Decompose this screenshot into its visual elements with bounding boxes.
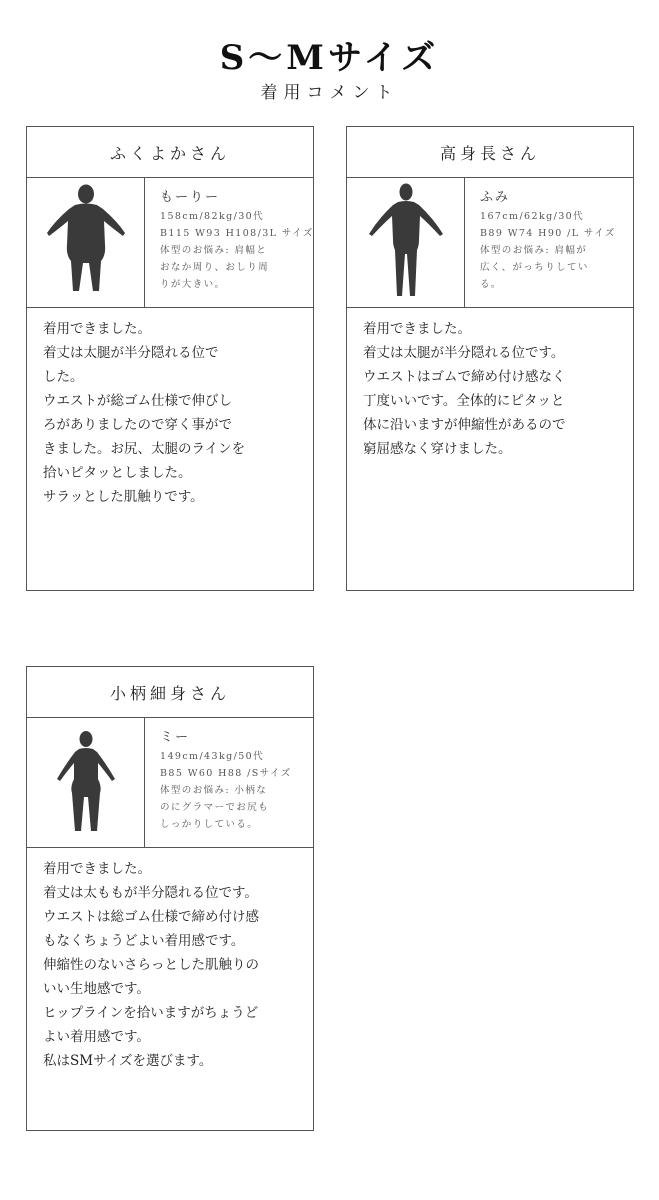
comment-line: 着丈は太ももが半分隠れる位です。 <box>43 885 258 901</box>
comment-line: 窮屈感なく穿けました。 <box>363 441 512 457</box>
page-subtitle: 着用コメント <box>260 83 399 103</box>
comment-line: した。 <box>43 369 84 385</box>
model-concern: る。 <box>480 279 502 290</box>
review-comment <box>363 317 621 461</box>
model-stats: 167cm/62kg/30代 <box>480 211 584 222</box>
card-category-title: 高身長さん <box>347 127 633 178</box>
model-concern: 体型のお悩み: 肩幅が <box>480 245 588 256</box>
comment-line: 体に沿いますが伸縮性があるので <box>363 417 566 433</box>
comment-line: 着用できました。 <box>43 321 151 337</box>
comment-line: サラッとした肌触りです。 <box>43 489 204 505</box>
figure-cell <box>347 177 465 307</box>
model-stats: 149cm/43kg/50代 <box>160 751 264 762</box>
review-comment <box>43 317 301 509</box>
comment-line: きました。お尻、太腿のラインを <box>43 441 246 457</box>
person-silhouette-petite-icon <box>41 727 131 837</box>
review-card-koshincho <box>346 126 634 591</box>
model-measurements: B115 W93 H108/3L サイズ <box>160 228 314 239</box>
figure-cell <box>27 717 145 847</box>
figure-cell <box>27 177 145 307</box>
card-category-title: 小柄細身さん <box>27 667 313 718</box>
model-measurements: B85 W60 H88 /Sサイズ <box>160 768 292 779</box>
comment-line: 伸縮性のないさらっとした肌触りの <box>43 957 259 973</box>
model-concern: 体型のお悩み: 肩幅と <box>160 245 268 256</box>
model-profile <box>27 717 313 848</box>
model-stats: 158cm/82kg/30代 <box>160 211 264 222</box>
model-profile <box>347 177 633 308</box>
model-measurements: B89 W74 H90 /L サイズ <box>480 228 616 239</box>
model-concern: りが大きい。 <box>160 279 226 290</box>
comment-line: よい着用感です。 <box>43 1029 150 1045</box>
comment-line: 着用できました。 <box>363 321 471 337</box>
person-silhouette-full-icon <box>41 183 131 301</box>
comment-line: ヒップラインを拾いますがちょうど <box>43 1005 259 1021</box>
model-name: ミー <box>160 730 191 745</box>
person-silhouette-tall-icon <box>361 182 451 302</box>
comment-line: ろがありましたので穿く事がで <box>43 417 232 433</box>
model-concern: 広く、がっちりしてい <box>480 262 589 273</box>
comment-line: ウエストはゴムで締め付け感なく <box>363 369 566 385</box>
model-name: もーりー <box>160 190 221 205</box>
review-card-kogara <box>26 666 314 1131</box>
comment-line: 着丈は太腿が半分隠れる位で <box>43 345 219 361</box>
comment-line: いい生地感です。 <box>43 981 150 997</box>
model-name: ふみ <box>480 190 511 205</box>
comment-line: 着用できました。 <box>43 861 151 877</box>
page-title: S～Mサイズ <box>219 38 440 78</box>
comment-line: もなくちょうどよい着用感です。 <box>43 933 245 949</box>
model-concern: 体型のお悩み: 小柄な <box>160 785 268 796</box>
comment-line: 着丈は太腿が半分隠れる位です。 <box>363 345 565 361</box>
comment-line: 拾いピタッとしました。 <box>43 465 192 481</box>
comment-line: 私はSMサイズを選びます。 <box>43 1053 213 1069</box>
model-profile <box>27 177 313 308</box>
model-concern: しっかりしている。 <box>160 819 259 830</box>
model-concern: のにグラマーでお尻も <box>160 802 270 813</box>
review-comment <box>43 857 301 1073</box>
model-concern: おなか周り、おしり周 <box>160 262 270 273</box>
comment-line: 丁度いいです。全体的にピタッと <box>363 393 565 409</box>
review-card-fukuyoka <box>26 126 314 591</box>
comment-line: ウエストが総ゴム仕様で伸びし <box>43 393 232 409</box>
card-category-title: ふくよかさん <box>27 127 313 178</box>
comment-line: ウエストは総ゴム仕様で締め付け感 <box>43 909 259 925</box>
